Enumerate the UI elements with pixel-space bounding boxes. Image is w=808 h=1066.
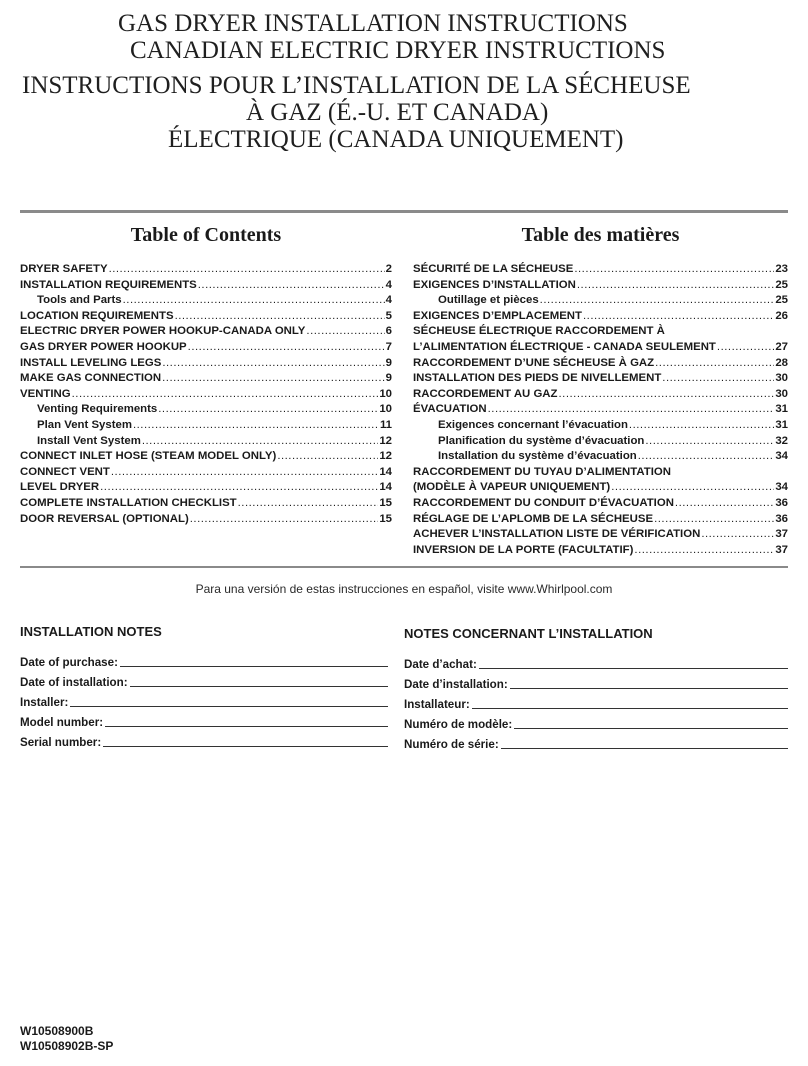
toc-entry-page: 36 xyxy=(775,496,788,509)
toc-entry-page: 9 xyxy=(385,372,392,385)
toc-entry-page: 32 xyxy=(775,434,788,447)
note-field-label: Serial number: xyxy=(20,736,102,749)
toc-entry-label: INSTALL LEVELING LEGS xyxy=(20,356,162,369)
toc-entry[interactable] xyxy=(413,262,788,278)
toc-entry-page: 15 xyxy=(379,496,392,509)
toc-leader-dots xyxy=(133,418,379,434)
toc-leader-dots xyxy=(175,309,385,325)
note-field-label: Model number: xyxy=(20,716,104,729)
toc-entry[interactable] xyxy=(20,496,392,512)
toc-entry-label: Installation du système d’évacuation xyxy=(438,450,637,463)
toc-entry-page: 2 xyxy=(385,263,392,275)
toc-leader-dots xyxy=(611,480,774,496)
toc-entry-prefix: RACCORDEMENT DU TUYAU D’ALIMENTATION xyxy=(413,465,671,478)
toc-entry-label: INSTALLATION REQUIREMENTS xyxy=(20,278,197,291)
document-code-2: W10508902B-SP xyxy=(20,1039,114,1053)
toc-entry[interactable] xyxy=(413,293,788,309)
toc-entry[interactable] xyxy=(20,340,392,356)
toc-entry-label: Outillage et pièces xyxy=(438,294,539,307)
toc-leader-dots xyxy=(540,293,775,309)
toc-leader-dots xyxy=(109,262,385,278)
toc-entry-page: 23 xyxy=(775,263,788,275)
toc-entry-page: 4 xyxy=(385,294,392,307)
toc-entry-label: DRYER SAFETY xyxy=(20,263,108,275)
toc-entry[interactable] xyxy=(20,465,392,481)
installation-notes-en xyxy=(20,624,388,749)
toc-leader-dots xyxy=(277,449,378,465)
toc-leader-dots xyxy=(306,324,384,340)
note-field-label: Installateur: xyxy=(404,698,470,711)
toc-leader-dots xyxy=(574,262,774,278)
toc-leader-dots xyxy=(488,402,775,418)
toc-leader-dots xyxy=(188,340,385,356)
toc-entry-page: 9 xyxy=(385,356,392,369)
note-field-label: Numéro de série: xyxy=(404,738,499,751)
toc-entry[interactable] xyxy=(20,356,392,372)
toc-entry[interactable] xyxy=(413,402,788,418)
note-field-row xyxy=(404,731,788,751)
toc-leader-dots xyxy=(100,480,378,496)
toc-entry-page: 30 xyxy=(775,372,788,385)
notes-fields-fr xyxy=(404,651,788,751)
toc-leader-dots xyxy=(662,371,774,387)
notes-heading-fr: NOTES CONCERNANT L’INSTALLATION xyxy=(404,626,653,641)
note-field-row xyxy=(404,651,788,671)
toc-entry-label: INSTALLATION DES PIEDS DE NIVELLEMENT xyxy=(413,372,662,385)
toc-entry[interactable] xyxy=(20,387,392,403)
toc-leader-dots xyxy=(190,512,379,528)
toc-entry-page: 10 xyxy=(379,387,392,400)
note-field-label: Date d’installation: xyxy=(404,678,508,691)
toc-entry-page: 14 xyxy=(379,481,392,494)
document-code-1: W10508900B xyxy=(20,1024,94,1038)
toc-entry-label: RACCORDEMENT D’UNE SÉCHEUSE À GAZ xyxy=(413,356,655,369)
toc-entry[interactable] xyxy=(413,356,788,372)
toc-entry[interactable] xyxy=(413,543,788,559)
toc-entry-label: EXIGENCES D’INSTALLATION xyxy=(413,278,576,291)
toc-entry-page: 31 xyxy=(775,403,788,416)
toc-entry-page: 10 xyxy=(379,403,392,416)
toc-entry-page: 27 xyxy=(775,340,788,353)
toc-entry[interactable] xyxy=(413,480,788,496)
note-field-label: Date of installation: xyxy=(20,676,128,689)
toc-entry-prefix: SÉCHEUSE ÉLECTRIQUE RACCORDEMENT À xyxy=(413,325,665,338)
note-field-blank[interactable] xyxy=(514,716,788,729)
toc-entry-page: 37 xyxy=(775,528,788,541)
toc-entry[interactable] xyxy=(413,449,788,465)
toc-leader-dots xyxy=(238,496,379,512)
toc-entry-page: 4 xyxy=(385,278,392,291)
toc-leader-dots xyxy=(198,278,385,294)
toc-entry-page: 7 xyxy=(385,340,392,353)
toc-entry[interactable] xyxy=(20,434,392,450)
toc-entry-label: LOCATION REQUIREMENTS xyxy=(20,309,174,322)
toc-entry-page: 37 xyxy=(775,543,788,556)
toc-leader-dots xyxy=(675,496,774,512)
note-field-row xyxy=(20,669,388,689)
toc-entry-label: RACCORDEMENT AU GAZ xyxy=(413,387,558,400)
toc-entry[interactable] xyxy=(20,309,392,325)
toc-entry[interactable] xyxy=(20,293,392,309)
toc-entry[interactable] xyxy=(413,512,788,528)
toc-entry-label: RÉGLAGE DE L’APLOMB DE LA SÉCHEUSE xyxy=(413,512,654,525)
toc-entry-label: L’ALIMENTATION ÉLECTRIQUE - CANADA SEULEMENT xyxy=(413,340,716,353)
toc-entry[interactable] xyxy=(413,309,788,325)
toc-leader-dots xyxy=(655,356,774,372)
toc-entry-label: DOOR REVERSAL (OPTIONAL) xyxy=(20,512,189,525)
toc-entry-label: RACCORDEMENT DU CONDUIT D’ÉVACUATION xyxy=(413,496,674,509)
toc-entry-page: 5 xyxy=(385,309,392,322)
installation-notes-fr xyxy=(404,624,788,751)
toc-leader-dots xyxy=(162,371,385,387)
toc-entry-label: MAKE GAS CONNECTION xyxy=(20,372,162,385)
notes-heading-en: INSTALLATION NOTES xyxy=(20,624,162,639)
top-divider xyxy=(20,210,788,213)
toc-entry-page: 25 xyxy=(775,278,788,291)
note-field-blank[interactable] xyxy=(105,714,388,727)
toc-entry-page: 34 xyxy=(775,481,788,494)
toc-leader-dots xyxy=(123,293,385,309)
toc-entry[interactable] xyxy=(20,449,392,465)
toc-entry-label: ÉVACUATION xyxy=(413,403,487,416)
toc-entry-label: SÉCURITÉ DE LA SÉCHEUSE xyxy=(413,263,574,275)
toc-entry-label: Plan Vent System xyxy=(37,418,132,431)
toc-entry-label: Install Vent System xyxy=(37,434,141,447)
note-field-label: Date of purchase: xyxy=(20,656,118,669)
toc-heading-en: Table of Contents xyxy=(130,224,282,246)
toc-entry-page: 12 xyxy=(379,450,392,463)
toc-leader-dots xyxy=(111,465,378,481)
note-field-row xyxy=(404,671,788,691)
toc-entry[interactable] xyxy=(20,402,392,418)
toc-entry[interactable] xyxy=(413,418,788,434)
toc-leader-dots xyxy=(717,340,774,356)
toc-entry[interactable] xyxy=(20,324,392,340)
toc-entry-page: 30 xyxy=(775,387,788,400)
note-field-label: Numéro de modèle: xyxy=(404,718,513,731)
note-field-blank[interactable] xyxy=(130,674,388,687)
toc-entry-label: CONNECT VENT xyxy=(20,465,110,478)
toc-entry-label: (MODÈLE À VAPEUR UNIQUEMENT) xyxy=(413,481,611,494)
notes-fields-en xyxy=(20,649,388,749)
toc-entry-page: 25 xyxy=(775,294,788,307)
note-field-blank[interactable] xyxy=(501,736,788,749)
note-field-blank[interactable] xyxy=(510,676,788,689)
toc-entry[interactable] xyxy=(20,480,392,496)
toc-entry[interactable] xyxy=(413,371,788,387)
toc-entry-page: 15 xyxy=(379,512,392,525)
note-field-blank[interactable] xyxy=(472,696,788,709)
toc-entry-label: Exigences concernant l’évacuation xyxy=(438,418,628,431)
toc-entry-label: Tools and Parts xyxy=(37,294,122,307)
note-field-blank[interactable] xyxy=(103,734,388,747)
toc-entry[interactable] xyxy=(413,496,788,512)
note-field-row xyxy=(20,709,388,729)
toc-leader-dots xyxy=(162,356,384,372)
toc-leader-dots xyxy=(577,278,774,294)
toc-entry-page: 26 xyxy=(775,309,788,322)
toc-entry-label: Planification du système d’évacuation xyxy=(438,434,645,447)
title-canadian-electric: CANADIAN ELECTRIC DRYER INSTRUCTIONS xyxy=(130,37,666,64)
toc-entry-page: 12 xyxy=(379,434,392,447)
toc-entry-page: 14 xyxy=(379,465,392,478)
note-field-row xyxy=(20,689,388,709)
note-field-label: Installer: xyxy=(20,696,69,709)
toc-entry-page: 11 xyxy=(379,418,392,431)
toc-leader-dots xyxy=(72,387,379,403)
note-field-label: Date d’achat: xyxy=(404,658,477,671)
document-titles xyxy=(22,10,802,153)
toc-entry[interactable] xyxy=(20,371,392,387)
toc-heading-fr: Table des matières xyxy=(521,224,680,246)
toc-entry[interactable] xyxy=(413,434,788,450)
toc-leader-dots xyxy=(654,512,774,528)
toc-entry[interactable] xyxy=(20,278,392,294)
toc-french xyxy=(413,224,788,558)
toc-leader-dots xyxy=(645,434,774,450)
toc-entry[interactable] xyxy=(413,387,788,403)
toc-entry[interactable] xyxy=(413,527,788,543)
toc-entry-label: ELECTRIC DRYER POWER HOOKUP-CANADA ONLY xyxy=(20,325,306,338)
title-gas-dryer: GAS DRYER INSTALLATION INSTRUCTIONS xyxy=(118,10,628,37)
toc-entry-page: 36 xyxy=(775,512,788,525)
toc-leader-dots xyxy=(142,434,379,450)
spanish-version-note: Para una versión de estas instrucciones en español, visite www.Whirlpool.com xyxy=(195,582,613,596)
note-field-row xyxy=(20,729,388,749)
toc-entry[interactable] xyxy=(413,278,788,294)
title-fr-line1: INSTRUCTIONS POUR L’INSTALLATION DE LA SÉCHEUSE xyxy=(22,72,691,99)
title-fr-line3: ÉLECTRIQUE (CANADA UNIQUEMENT) xyxy=(168,126,624,153)
note-field-blank[interactable] xyxy=(120,654,388,667)
toc-english xyxy=(20,224,392,527)
toc-list-en xyxy=(20,262,392,527)
note-field-blank[interactable] xyxy=(479,656,788,669)
toc-list-fr xyxy=(413,262,788,558)
note-field-row xyxy=(404,691,788,711)
note-field-row xyxy=(404,711,788,731)
toc-leader-dots xyxy=(158,402,378,418)
toc-entry[interactable] xyxy=(20,262,392,278)
toc-entry-label: LEVEL DRYER xyxy=(20,481,100,494)
note-field-row xyxy=(20,649,388,669)
toc-entry-label: COMPLETE INSTALLATION CHECKLIST xyxy=(20,496,237,509)
title-fr-line2: À GAZ (É.-U. ET CANADA) xyxy=(246,99,549,126)
toc-entry[interactable] xyxy=(20,418,392,434)
toc-leader-dots xyxy=(629,418,774,434)
toc-entry-page: 6 xyxy=(385,325,392,338)
toc-leader-dots xyxy=(638,449,775,465)
toc-entry-label: GAS DRYER POWER HOOKUP xyxy=(20,340,187,353)
toc-entry[interactable] xyxy=(413,340,788,356)
toc-entry-page: 34 xyxy=(775,450,788,463)
toc-entry-label: CONNECT INLET HOSE (STEAM MODEL ONLY) xyxy=(20,450,277,463)
toc-entry-label: EXIGENCES D’EMPLACEMENT xyxy=(413,309,582,322)
toc-entry-page: 31 xyxy=(775,418,788,431)
toc-entry-label: INVERSION DE LA PORTE (FACULTATIF) xyxy=(413,543,634,556)
toc-entry[interactable] xyxy=(20,512,392,528)
toc-entry-page: 28 xyxy=(775,356,788,369)
toc-leader-dots xyxy=(559,387,775,403)
toc-leader-dots xyxy=(701,527,774,543)
toc-leader-dots xyxy=(634,543,774,559)
document-codes xyxy=(20,1024,113,1054)
toc-entry-label: ACHEVER L’INSTALLATION LISTE DE VÉRIFICATION xyxy=(413,528,701,541)
toc-entry-label: VENTING xyxy=(20,387,71,400)
note-field-blank[interactable] xyxy=(70,694,388,707)
toc-leader-dots xyxy=(583,309,774,325)
toc-entry-label: Venting Requirements xyxy=(37,403,158,416)
middle-divider xyxy=(20,566,788,568)
